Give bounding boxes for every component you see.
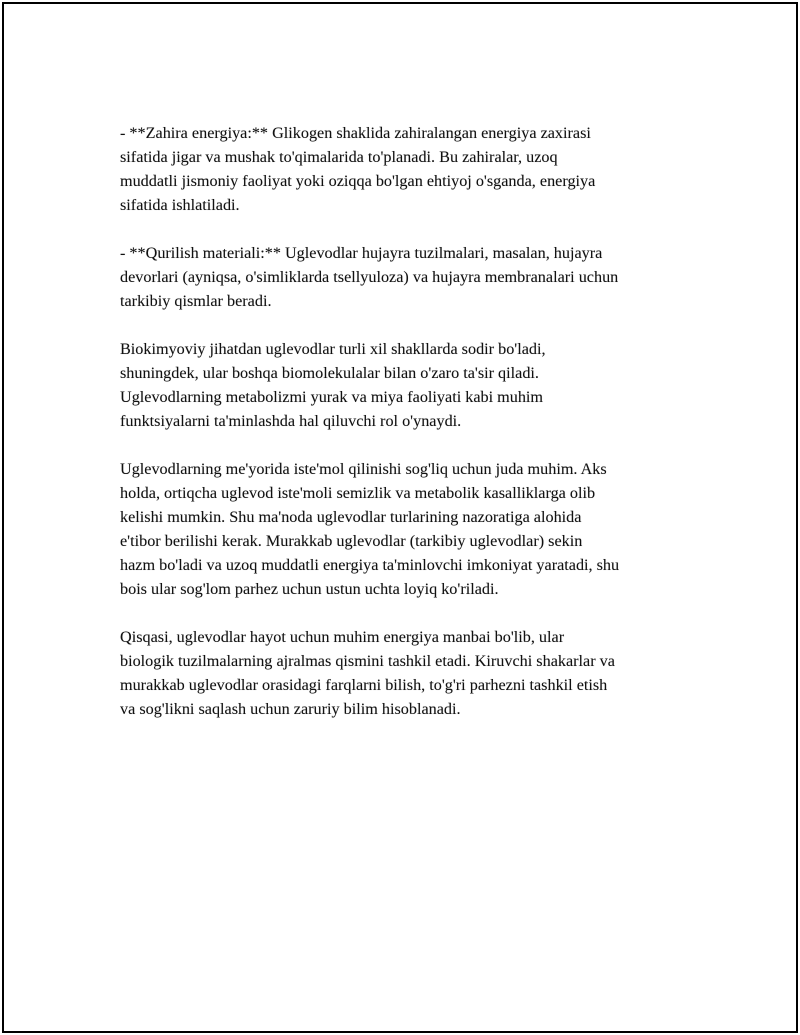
text-line: bois ular sog'lom parhez uchun ustun uchta loyiq ko'riladi. [120, 580, 499, 598]
document-body [120, 121, 692, 745]
text-line: tarkibiy qismlar beradi. [120, 292, 272, 310]
text-line: shuningdek, ular boshqa biomolekulalar bilan o'zaro ta'sir qiladi. [120, 364, 539, 382]
text-line: hazm bo'ladi va uzoq muddatli energiya ta'minlovchi imkoniyat yaratadi, shu [120, 556, 620, 574]
text-line: devorlari (ayniqsa, o'simliklarda tsellyuloza) va hujayra membranalari uchun [120, 268, 619, 286]
text-line: muddatli jismoniy faoliyat yoki oziqqa bo'lgan ehtiyoj o'sganda, energiya [120, 172, 596, 190]
text-line: - **Zahira energiya:** Glikogen shaklida zahiralangan energiya zaxirasi [120, 124, 591, 142]
text-line: murakkab uglevodlar orasidagi farqlarni bilish, to'g'ri parhezni tashkil etish [120, 676, 608, 694]
paragraph-reserve-energy [120, 121, 692, 217]
text-line: e'tibor berilishi kerak. Murakkab uglevodlar (tarkibiy uglevodlar) sekin [120, 532, 583, 550]
document-page [2, 2, 798, 1033]
paragraph-building-material [120, 241, 692, 313]
text-line: Qisqasi, uglevodlar hayot uchun muhim energiya manbai bo'lib, ular [120, 628, 565, 646]
text-line: funktsiyalarni ta'minlashda hal qiluvchi rol o'ynaydi. [120, 412, 462, 430]
text-line: va sog'likni saqlash uchun zaruriy bilim hisoblanadi. [120, 700, 461, 718]
paragraph-summary [120, 625, 692, 721]
text-line: kelishi mumkin. Shu ma'noda uglevodlar turlarining nazoratiga alohida [120, 508, 582, 526]
text-line: Uglevodlarning metabolizmi yurak va miya faoliyati kabi muhim [120, 388, 544, 406]
paragraph-biochemistry [120, 337, 692, 433]
text-line: holda, ortiqcha uglevod iste'moli semizlik va metabolik kasalliklarga olib [120, 484, 596, 502]
text-line: Uglevodlarning me'yorida iste'mol qilinishi sog'liq uchun juda muhim. Aks [120, 460, 607, 478]
text-line: biologik tuzilmalarning ajralmas qismini tashkil etadi. Kiruvchi shakarlar va [120, 652, 615, 670]
text-line: sifatida ishlatiladi. [120, 196, 240, 214]
paragraph-consumption [120, 457, 692, 601]
text-line: Biokimyoviy jihatdan uglevodlar turli xil shakllarda sodir bo'ladi, [120, 340, 546, 358]
text-line: sifatida jigar va mushak to'qimalarida to'planadi. Bu zahiralar, uzoq [120, 148, 558, 166]
text-line: - **Qurilish materiali:** Uglevodlar hujayra tuzilmalari, masalan, hujayra [120, 244, 603, 262]
